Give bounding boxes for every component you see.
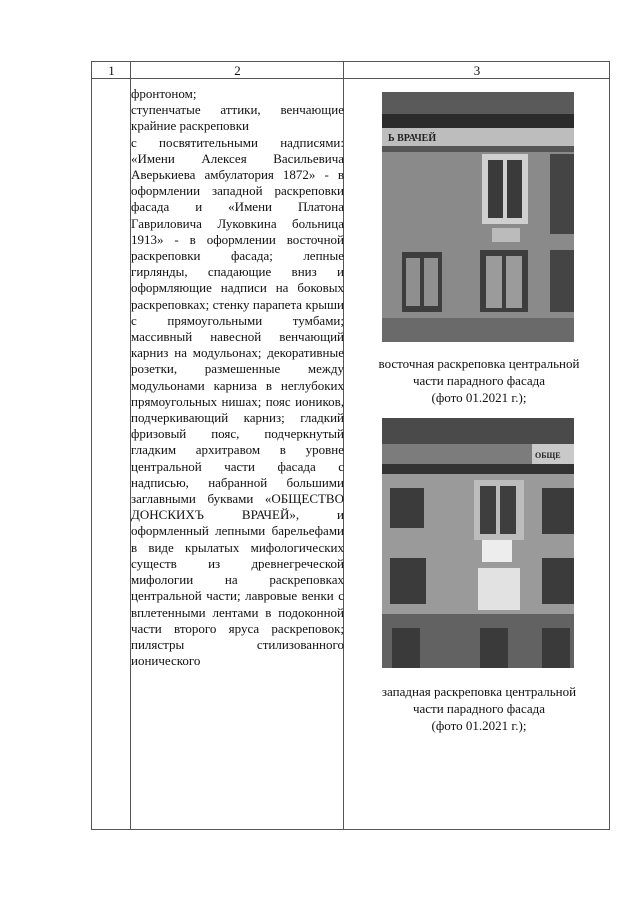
caption-east <box>354 355 604 406</box>
header-col-3: 3 <box>344 62 610 79</box>
header-col-2: 2 <box>131 62 344 79</box>
caption-line: (фото 01.2021 г.); <box>431 718 527 733</box>
caption-line: (фото 01.2021 г.); <box>431 390 527 405</box>
caption-line: западная раскреповка центральной <box>381 684 577 699</box>
photo-east-projection <box>382 92 574 342</box>
sign-text: ОБЩЕ <box>535 451 561 460</box>
description-text <box>131 86 344 669</box>
caption-line: восточная раскреповка центральной <box>378 356 580 371</box>
text-line: фронтоном; <box>131 86 197 101</box>
caption-line: части парадного фасада <box>412 373 546 388</box>
header-col-1: 1 <box>92 62 131 79</box>
text-line: ступенчатые аттики, венчающие крайние раскреповки <box>131 102 344 134</box>
photo-west-projection <box>382 418 574 668</box>
caption-west <box>354 683 604 734</box>
caption-line: части парадного фасада <box>412 701 546 716</box>
sign-text: Ь ВРАЧЕЙ <box>388 133 437 144</box>
text-line: с посвятительными надписями: «Имени Алексея Васильевича Аверькиева амбулатория 1872» - в оформлении западной раскреповки фасада и «Имени Платона Гавриловича Луковкина больница 1913» - в оформлении восточной раскреповки фасада; лепные гирлянды, спадающие вниз и оформляющие надписи на боковых раскреповках; стенку парапета крыши с прямоугольными тумбами; массивный навесной венчающий карниз на модульонах; декоративные розетки, размешенные между модульонами карниза в неглубоких прямоугольных нишах; пояс иоников, подчеркивающий карниз; гладкий фризовый пояс, подчеркнутый гладким архитравом в уровне центральной части фасада с надписью, набранной большими заглавными буквами «ОБЩЕСТВО ДОНСКИХЪ ВРАЧЕЙ», и оформленный лепными барельефами в виде крылатых мифологических существ из древнегреческой мифологии на раскреповках центральной части; лавровые венки с вплетенными лентами в подоконной части второго яруса раскреповок; пилястры стилизованного ионического <box>131 134 344 669</box>
heritage-table <box>91 61 610 830</box>
